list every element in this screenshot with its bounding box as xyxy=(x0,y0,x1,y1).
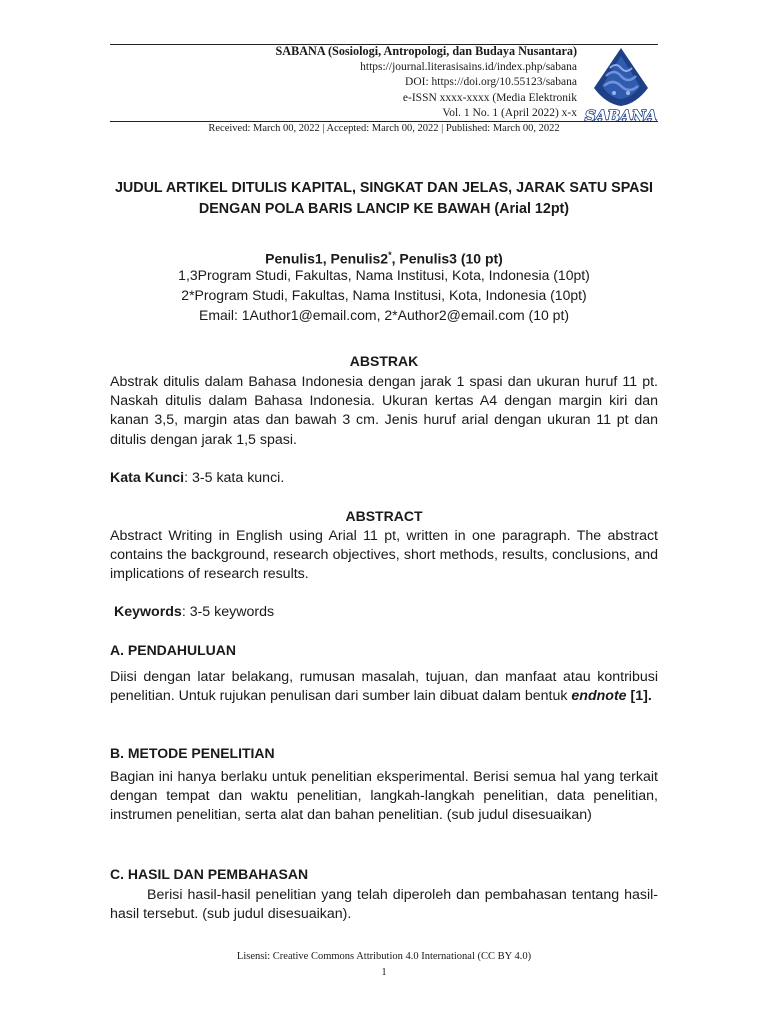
journal-url[interactable]: https://journal.literasisains.id/index.php/sabana xyxy=(360,60,577,73)
sabana-logo xyxy=(584,46,658,124)
keywords-value: : 3-5 keywords xyxy=(181,604,275,620)
section-c-heading: C. HASIL DAN PEMBAHASAN xyxy=(110,866,309,882)
keywords-label: Keywords xyxy=(114,604,182,620)
journal-doi[interactable]: DOI: https://doi.org/10.55123/sabana xyxy=(405,76,577,88)
logo-emblem-icon xyxy=(594,48,648,106)
section-a-text xyxy=(110,668,658,706)
kata-kunci-label: Kata Kunci xyxy=(110,470,185,486)
abstrak-text: Abstrak ditulis dalam Bahasa Indonesia dengan jarak 1 spasi dan ukuran huruf 11 pt. Naskah ditulis dalam Bahasa Indonesia. Ukuran kertas A4 dengan margin kiri dan kanan 3,5, margin atas dan bawah 3 cm. Jenis huruf arial dengan ukuran 11 pt dan ditulis dengan jarak 1,5 spasi. xyxy=(110,374,658,448)
journal-header xyxy=(110,44,577,122)
journal-volume: Vol. 1 No. 1 (April 2022) x-x xyxy=(442,107,577,119)
keywords xyxy=(110,603,662,622)
abstrak-heading: ABSTRAK xyxy=(349,353,419,369)
article-title: JUDUL ARTIKEL DITULIS KAPITAL, SINGKAT DAN JELAS, JARAK SATU SPASI DENGAN POLA BARIS LANCIP KE BAWAH (Arial 12pt) xyxy=(114,180,654,217)
authors-names: Penulis1, Penulis2 xyxy=(265,250,389,267)
section-b-text: Bagian ini hanya berlaku untuk penelitian eksperimental. Berisi semua hal yang terkait dengan tempat dan waktu penelitian, langkah-langkah penelitian, data penelitian, instrumen penelitian, serta alat dan bahan penelitian. (sub judul disesuaikan) xyxy=(110,769,658,824)
abstract-text: Abstract Writing in English using Arial 11 pt, written in one paragraph. The abstract contains the background, research objectives, short methods, results, conclusions, and implications of research results. xyxy=(110,528,658,583)
authors-corresponding-mark: * xyxy=(388,250,392,260)
section-a-heading: A. PENDAHULUAN xyxy=(110,642,236,658)
license-footer: Lisensi: Creative Commons Attribution 4.0 International (CC BY 4.0) xyxy=(236,951,532,962)
publication-dates: Received: March 00, 2022 | Accepted: March 00, 2022 | Published: March 00, 2022 xyxy=(208,123,560,134)
page-number: 1 xyxy=(381,967,387,978)
section-a-body: Diisi dengan latar belakang, rumusan masalah, tujuan, dan manfaat atau kontribusi penelitian. Untuk rujukan penulisan dari sumber lain dibuat dalam bentuk xyxy=(110,669,658,705)
journal-issn: e-ISSN xxxx-xxxx (Media Elektronik xyxy=(402,91,577,104)
section-c-text: Berisi hasil-hasil penelitian yang telah diperoleh dan pembahasan tentang hasil-hasil tersebut. (sub judul disesuaikan). xyxy=(110,887,658,923)
section-a-citation[interactable]: [1]. xyxy=(626,688,652,705)
logo-text: SABANA xyxy=(584,107,658,124)
section-b-heading: B. METODE PENELITIAN xyxy=(110,745,275,761)
kata-kunci-value: : 3-5 kata kunci. xyxy=(184,470,285,486)
affiliation-2: 2*Program Studi, Fakultas, Nama Institusi, Kota, Indonesia (10pt) xyxy=(181,287,587,303)
abstract-heading: ABSTRACT xyxy=(345,508,423,524)
kata-kunci xyxy=(110,469,658,488)
section-a-endnote: endnote xyxy=(571,688,627,705)
affiliation-1: 1,3Program Studi, Fakultas, Nama Institusi, Kota, Indonesia (10pt) xyxy=(178,267,590,283)
journal-name: SABANA (Sosiologi, Antropologi, dan Budaya Nusantara) xyxy=(275,44,577,58)
authors-tail: , Penulis3 (10 pt) xyxy=(391,250,503,267)
author-emails[interactable]: Email: 1Author1@email.com, 2*Author2@email.com (10 pt) xyxy=(198,307,569,323)
